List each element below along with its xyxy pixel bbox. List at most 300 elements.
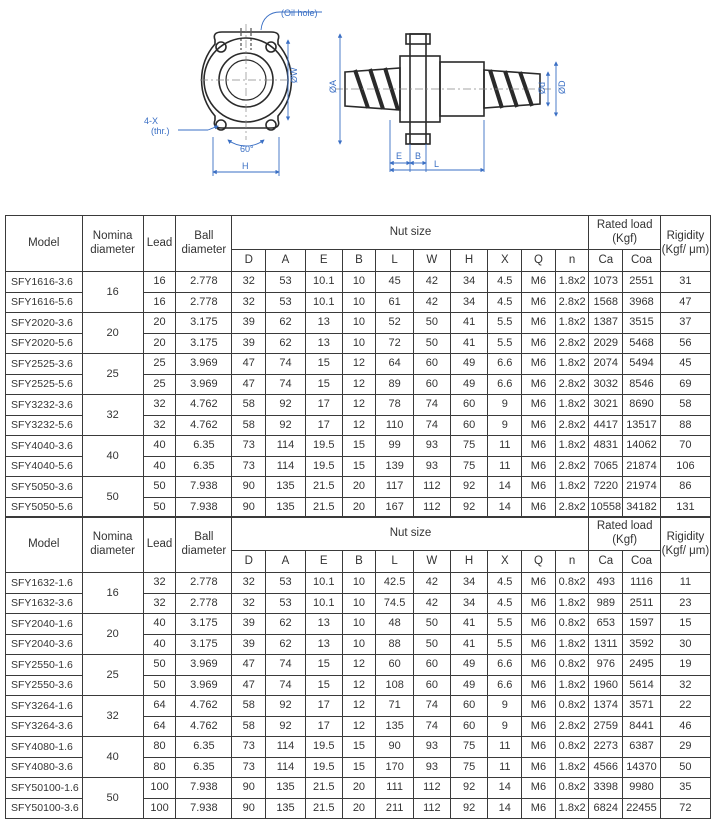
value-cell: 110	[376, 415, 414, 436]
value-cell: 3.969	[176, 354, 232, 375]
value-cell: 52	[376, 313, 414, 334]
value-cell: 135	[376, 716, 414, 737]
value-cell: 3.175	[176, 333, 232, 354]
value-cell: 15	[305, 655, 342, 676]
value-cell: 12	[342, 696, 376, 717]
value-cell: 50	[143, 477, 176, 498]
model-cell: SFY3232-3.6	[6, 395, 83, 416]
value-cell: 93	[414, 456, 451, 477]
value-cell: 2495	[623, 655, 661, 676]
nominal-diameter-cell: 16	[82, 272, 143, 313]
value-cell: 86	[660, 477, 710, 498]
value-cell: 2551	[623, 272, 661, 293]
value-cell: 10	[342, 313, 376, 334]
value-cell: 93	[414, 737, 451, 758]
value-cell: 53	[266, 292, 306, 313]
model-cell: SFY50100-1.6	[6, 778, 83, 799]
value-cell: 61	[376, 292, 414, 313]
header-nominal-diameter: Nomina diameter	[82, 517, 143, 573]
spec-table-1	[5, 215, 711, 518]
value-cell: M6	[522, 798, 556, 819]
model-cell: SFY2020-5.6	[6, 333, 83, 354]
value-cell: 60	[376, 655, 414, 676]
nominal-diameter-cell: 40	[82, 737, 143, 778]
value-cell: 70	[660, 436, 710, 457]
header-ball-diameter: Ball diameter	[176, 216, 232, 272]
value-cell: M6	[522, 497, 556, 518]
header-rigidity: Rigidity (Kgf/ μm)	[660, 216, 710, 272]
value-cell: 1.8x2	[555, 354, 589, 375]
dim-a-label: ØA	[328, 79, 338, 93]
value-cell: 74	[266, 655, 306, 676]
value-cell: M6	[522, 456, 556, 477]
value-cell: 6.6	[488, 655, 522, 676]
value-cell: 12	[342, 675, 376, 696]
value-cell: 17	[305, 696, 342, 717]
value-cell: 53	[266, 573, 306, 594]
value-cell: 0.8x2	[555, 696, 589, 717]
value-cell: 60	[414, 354, 451, 375]
value-cell: 53	[266, 593, 306, 614]
value-cell: 14	[488, 497, 522, 518]
dim-b-label: B	[415, 151, 422, 161]
value-cell: 100	[143, 798, 176, 819]
value-cell: 49	[450, 374, 488, 395]
model-cell: SFY2525-3.6	[6, 354, 83, 375]
subheader-b: B	[342, 551, 376, 573]
nominal-diameter-cell: 40	[82, 436, 143, 477]
value-cell: 42.5	[376, 573, 414, 594]
value-cell: M6	[522, 593, 556, 614]
value-cell: M6	[522, 354, 556, 375]
header-rigidity: Rigidity (Kgf/ μm)	[660, 517, 710, 573]
value-cell: 64	[143, 696, 176, 717]
header-nut-size: Nut size	[232, 216, 589, 250]
value-cell: 20	[143, 333, 176, 354]
nominal-diameter-cell: 25	[82, 655, 143, 696]
value-cell: 40	[143, 456, 176, 477]
value-cell: 92	[450, 778, 488, 799]
nominal-diameter-cell: 20	[82, 614, 143, 655]
value-cell: 58	[660, 395, 710, 416]
value-cell: 47	[232, 655, 266, 676]
value-cell: 3571	[623, 696, 661, 717]
value-cell: 32	[232, 292, 266, 313]
value-cell: 112	[414, 778, 451, 799]
value-cell: 74	[414, 395, 451, 416]
value-cell: 653	[589, 614, 623, 635]
model-cell: SFY2525-5.6	[6, 374, 83, 395]
value-cell: 37	[660, 313, 710, 334]
value-cell: 3.969	[176, 374, 232, 395]
value-cell: 170	[376, 757, 414, 778]
value-cell: 19.5	[305, 737, 342, 758]
value-cell: 60	[450, 716, 488, 737]
model-cell: SFY1632-1.6	[6, 573, 83, 594]
value-cell: 4.762	[176, 716, 232, 737]
subheader-w: W	[414, 250, 451, 272]
value-cell: 14062	[623, 436, 661, 457]
value-cell: 58	[232, 696, 266, 717]
table-row	[6, 696, 711, 717]
value-cell: 3.969	[176, 675, 232, 696]
value-cell: 9	[488, 395, 522, 416]
value-cell: 2.8x2	[555, 333, 589, 354]
value-cell: 4.5	[488, 292, 522, 313]
value-cell: 21.5	[305, 497, 342, 518]
value-cell: 62	[266, 614, 306, 635]
value-cell: 6.6	[488, 374, 522, 395]
value-cell: 72	[376, 333, 414, 354]
value-cell: 19.5	[305, 436, 342, 457]
value-cell: 2.8x2	[555, 415, 589, 436]
value-cell: 21874	[623, 456, 661, 477]
subheader-coa: Coa	[623, 250, 661, 272]
value-cell: M6	[522, 634, 556, 655]
subheader-x: X	[488, 250, 522, 272]
value-cell: 2.778	[176, 573, 232, 594]
spec-table-2-body	[6, 517, 711, 819]
value-cell: 41	[450, 614, 488, 635]
value-cell: 1.8x2	[555, 634, 589, 655]
value-cell: 15	[305, 675, 342, 696]
value-cell: 19.5	[305, 757, 342, 778]
value-cell: M6	[522, 272, 556, 293]
subheader-a: A	[266, 551, 306, 573]
header-rated-load: Rated load (Kgf)	[589, 517, 660, 551]
subheader-e: E	[305, 250, 342, 272]
value-cell: 15	[305, 374, 342, 395]
value-cell: 2.8x2	[555, 292, 589, 313]
value-cell: 90	[232, 497, 266, 518]
value-cell: 32	[232, 573, 266, 594]
value-cell: 74	[414, 415, 451, 436]
side-view	[335, 34, 552, 144]
value-cell: 40	[143, 634, 176, 655]
model-cell: SFY1616-5.6	[6, 292, 83, 313]
bolt-sub-label: (thr.)	[151, 126, 170, 136]
table-row	[6, 573, 711, 594]
subheader-d: D	[232, 250, 266, 272]
value-cell: 211	[376, 798, 414, 819]
value-cell: 10	[342, 272, 376, 293]
value-cell: 135	[266, 497, 306, 518]
dim-e-label: E	[396, 151, 403, 161]
value-cell: 10	[342, 593, 376, 614]
value-cell: 1387	[589, 313, 623, 334]
value-cell: 9	[488, 716, 522, 737]
value-cell: 35	[660, 778, 710, 799]
value-cell: 90	[232, 477, 266, 498]
value-cell: 1374	[589, 696, 623, 717]
value-cell: 58	[232, 415, 266, 436]
value-cell: 1597	[623, 614, 661, 635]
value-cell: 12	[342, 415, 376, 436]
value-cell: 49	[450, 655, 488, 676]
value-cell: 89	[376, 374, 414, 395]
model-cell: SFY50100-3.6	[6, 798, 83, 819]
value-cell: 3.175	[176, 614, 232, 635]
value-cell: 19	[660, 655, 710, 676]
value-cell: 21.5	[305, 778, 342, 799]
value-cell: 14	[488, 798, 522, 819]
value-cell: 47	[232, 354, 266, 375]
value-cell: M6	[522, 415, 556, 436]
value-cell: 46	[660, 716, 710, 737]
value-cell: 20	[143, 313, 176, 334]
table-row	[6, 354, 711, 375]
value-cell: 42	[414, 272, 451, 293]
subheader-l: L	[376, 250, 414, 272]
value-cell: 2511	[623, 593, 661, 614]
value-cell: 60	[450, 395, 488, 416]
model-cell: SFY4080-3.6	[6, 757, 83, 778]
value-cell: 2074	[589, 354, 623, 375]
value-cell: 15	[342, 757, 376, 778]
model-cell: SFY5050-3.6	[6, 477, 83, 498]
subheader-ca: Ca	[589, 551, 623, 573]
value-cell: 49	[450, 354, 488, 375]
value-cell: 32	[143, 593, 176, 614]
subheader-n: n	[555, 551, 589, 573]
table-row	[6, 436, 711, 457]
value-cell: 2273	[589, 737, 623, 758]
subheader-b: B	[342, 250, 376, 272]
value-cell: M6	[522, 374, 556, 395]
nut-tail	[440, 62, 484, 116]
value-cell: 114	[266, 737, 306, 758]
model-cell: SFY3264-1.6	[6, 696, 83, 717]
header-row	[6, 517, 711, 551]
value-cell: 3515	[623, 313, 661, 334]
value-cell: 53	[266, 272, 306, 293]
value-cell: 58	[232, 716, 266, 737]
value-cell: 12	[342, 374, 376, 395]
value-cell: 29	[660, 737, 710, 758]
value-cell: 60	[450, 415, 488, 436]
value-cell: 11	[660, 573, 710, 594]
value-cell: 60	[414, 675, 451, 696]
model-cell: SFY2040-3.6	[6, 634, 83, 655]
value-cell: 75	[450, 456, 488, 477]
value-cell: 50	[143, 497, 176, 518]
value-cell: 60	[450, 696, 488, 717]
value-cell: 7.938	[176, 798, 232, 819]
value-cell: 14	[488, 778, 522, 799]
value-cell: 4.762	[176, 415, 232, 436]
value-cell: M6	[522, 655, 556, 676]
value-cell: 6387	[623, 737, 661, 758]
value-cell: 2.778	[176, 272, 232, 293]
value-cell: 4.762	[176, 696, 232, 717]
model-cell: SFY2020-3.6	[6, 313, 83, 334]
value-cell: 12	[342, 395, 376, 416]
value-cell: 21974	[623, 477, 661, 498]
value-cell: 4.5	[488, 573, 522, 594]
value-cell: 6.35	[176, 456, 232, 477]
value-cell: 75	[450, 737, 488, 758]
value-cell: 1.8x2	[555, 436, 589, 457]
subheader-e: E	[305, 551, 342, 573]
table-row	[6, 477, 711, 498]
table-row	[6, 395, 711, 416]
value-cell: 0.8x2	[555, 614, 589, 635]
model-cell: SFY2550-3.6	[6, 675, 83, 696]
value-cell: 17	[305, 716, 342, 737]
value-cell: M6	[522, 716, 556, 737]
value-cell: 10	[342, 634, 376, 655]
value-cell: 12	[342, 655, 376, 676]
value-cell: 8441	[623, 716, 661, 737]
value-cell: 1.8x2	[555, 313, 589, 334]
table-row	[6, 737, 711, 758]
table-row	[6, 778, 711, 799]
value-cell: 5468	[623, 333, 661, 354]
value-cell: M6	[522, 614, 556, 635]
value-cell: 108	[376, 675, 414, 696]
nominal-diameter-cell: 25	[82, 354, 143, 395]
value-cell: 135	[266, 798, 306, 819]
value-cell: 8546	[623, 374, 661, 395]
value-cell: 2.8x2	[555, 374, 589, 395]
value-cell: 20	[342, 798, 376, 819]
drawing-labels	[144, 8, 567, 171]
value-cell: 74	[266, 354, 306, 375]
nominal-diameter-cell: 32	[82, 395, 143, 436]
value-cell: 1311	[589, 634, 623, 655]
header-lead: Lead	[143, 216, 176, 272]
value-cell: 15	[342, 456, 376, 477]
value-cell: 75	[450, 757, 488, 778]
model-cell: SFY4040-3.6	[6, 436, 83, 457]
value-cell: 50	[414, 313, 451, 334]
value-cell: 6.6	[488, 354, 522, 375]
value-cell: 74	[414, 716, 451, 737]
value-cell: 34	[450, 593, 488, 614]
value-cell: 80	[143, 737, 176, 758]
value-cell: 39	[232, 614, 266, 635]
value-cell: 7.938	[176, 477, 232, 498]
technical-drawing	[0, 0, 721, 205]
value-cell: 50	[660, 757, 710, 778]
value-cell: 21.5	[305, 477, 342, 498]
value-cell: 139	[376, 456, 414, 477]
value-cell: M6	[522, 737, 556, 758]
value-cell: 12	[342, 716, 376, 737]
dim-dd-label: ØD	[557, 80, 567, 94]
value-cell: M6	[522, 395, 556, 416]
value-cell: 9	[488, 415, 522, 436]
value-cell: 6.35	[176, 757, 232, 778]
value-cell: 1.8x2	[555, 798, 589, 819]
value-cell: 42	[414, 593, 451, 614]
value-cell: 111	[376, 778, 414, 799]
value-cell: 22455	[623, 798, 661, 819]
value-cell: 74	[266, 374, 306, 395]
value-cell: 5.5	[488, 634, 522, 655]
value-cell: 60	[414, 374, 451, 395]
header-model: Model	[6, 216, 83, 272]
value-cell: M6	[522, 292, 556, 313]
value-cell: 71	[376, 696, 414, 717]
model-cell: SFY1632-3.6	[6, 593, 83, 614]
value-cell: 135	[266, 477, 306, 498]
value-cell: 62	[266, 313, 306, 334]
value-cell: 6.35	[176, 436, 232, 457]
value-cell: 114	[266, 757, 306, 778]
value-cell: 50	[143, 675, 176, 696]
value-cell: 73	[232, 757, 266, 778]
nominal-diameter-cell: 32	[82, 696, 143, 737]
table-row	[6, 272, 711, 293]
value-cell: 92	[266, 395, 306, 416]
value-cell: 2.778	[176, 593, 232, 614]
nominal-diameter-cell: 20	[82, 313, 143, 354]
value-cell: 39	[232, 313, 266, 334]
dim-d-label: Ød	[537, 81, 547, 94]
model-cell: SFY3232-5.6	[6, 415, 83, 436]
model-cell: SFY2040-1.6	[6, 614, 83, 635]
table-row	[6, 655, 711, 676]
value-cell: 92	[450, 798, 488, 819]
value-cell: 9	[488, 696, 522, 717]
value-cell: 3398	[589, 778, 623, 799]
value-cell: 48	[376, 614, 414, 635]
value-cell: 34	[450, 292, 488, 313]
header-ball-diameter: Ball diameter	[176, 517, 232, 573]
screw-thread-left	[355, 68, 398, 110]
value-cell: 92	[450, 477, 488, 498]
value-cell: 23	[660, 593, 710, 614]
value-cell: 10	[342, 333, 376, 354]
value-cell: 73	[232, 456, 266, 477]
value-cell: 73	[232, 436, 266, 457]
value-cell: 88	[660, 415, 710, 436]
value-cell: 7.938	[176, 778, 232, 799]
value-cell: 92	[266, 415, 306, 436]
value-cell: 1.8x2	[555, 757, 589, 778]
value-cell: 3.175	[176, 634, 232, 655]
value-cell: 12	[342, 354, 376, 375]
value-cell: 40	[143, 614, 176, 635]
value-cell: 41	[450, 634, 488, 655]
value-cell: 19.5	[305, 456, 342, 477]
value-cell: 3.969	[176, 655, 232, 676]
value-cell: 13	[305, 313, 342, 334]
header-row	[6, 216, 711, 250]
value-cell: 1.8x2	[555, 593, 589, 614]
value-cell: 42	[414, 573, 451, 594]
value-cell: 80	[143, 757, 176, 778]
value-cell: 989	[589, 593, 623, 614]
oil-hole-label: (Oil hole)	[281, 8, 318, 18]
value-cell: 4831	[589, 436, 623, 457]
value-cell: 11	[488, 456, 522, 477]
value-cell: 90	[232, 778, 266, 799]
value-cell: 6.35	[176, 737, 232, 758]
value-cell: 167	[376, 497, 414, 518]
value-cell: 32	[143, 395, 176, 416]
subheader-q: Q	[522, 551, 556, 573]
value-cell: 112	[414, 477, 451, 498]
subheader-h: H	[450, 551, 488, 573]
value-cell: 4.5	[488, 593, 522, 614]
value-cell: 50	[414, 634, 451, 655]
value-cell: 69	[660, 374, 710, 395]
dim-l-label: L	[434, 159, 440, 169]
subheader-ca: Ca	[589, 250, 623, 272]
value-cell: 5.5	[488, 614, 522, 635]
